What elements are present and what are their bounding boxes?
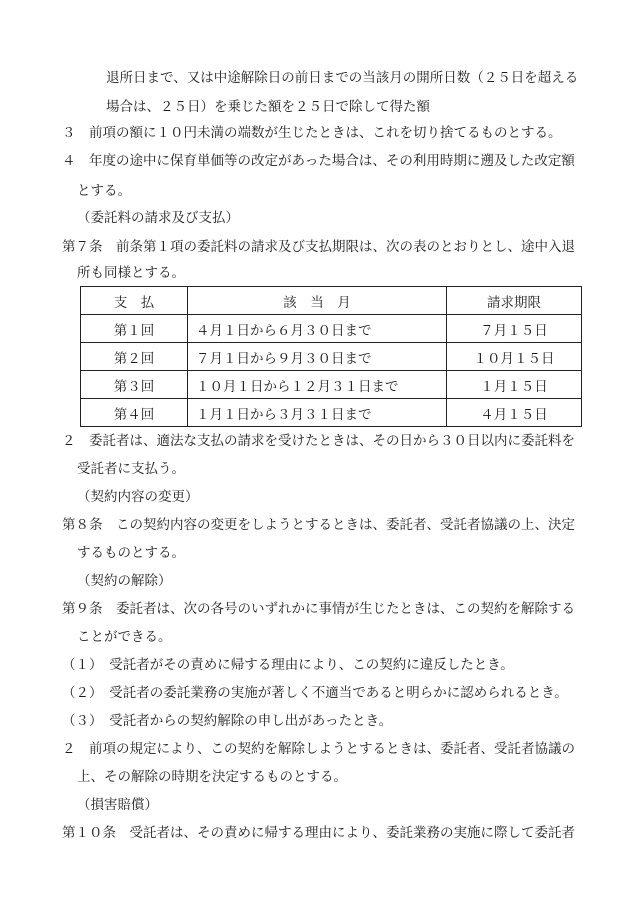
article-heading: 第７条 前条第１項の委託料の請求及び支払期限は、次の表のとおりとし、途中入退 [62,239,575,255]
text-line: 上、その解除の時期を決定するものとする。 [77,769,347,785]
table-cell: 第３回 [81,371,188,399]
article-heading: 第１０条 受託者は、その責めに帰する理由により、委託業務の実施に際して委託者 [62,825,575,841]
payment-schedule-table [80,286,582,427]
table-header: 該 当 月 [188,287,447,315]
section-heading: （契約内容の変更） [77,489,199,505]
table-cell: 第１回 [81,315,188,343]
section-heading: （委託料の請求及び支払） [77,210,239,226]
table-cell: １０月１５日 [447,343,582,371]
table-header-row [81,287,582,315]
table-cell: １月１日から３月３１日まで [188,399,447,427]
text-line: とする。 [77,183,131,199]
text-line: 受託者に支払う。 [77,461,185,477]
table-cell: ４月１日から６月３０日まで [188,315,447,343]
text-line: ４ 年度の途中に保育単価等の改定があった場合は、その利用時期に遡及した改定額 [62,153,575,169]
table-cell: ７月１５日 [447,315,582,343]
table-header: 請求期限 [447,287,582,315]
table-cell: １月１５日 [447,371,582,399]
text-line: ことができる。 [77,629,172,645]
table-row [81,399,582,427]
text-line: 場合は、２５日）を乗じた額を２５日で除して得た額 [106,99,430,115]
text-line: ２ 委託者は、適法な支払の請求を受けたときは、その日から３０日以内に委託料を [62,433,575,449]
table-row [81,343,582,371]
text-line: ２ 前項の規定により、この契約を解除しようとするときは、委託者、受託者協議の [62,741,575,757]
text-line: 退所日まで、又は中途解除日の前日までの当該月の開所日数（２５日を超える [106,70,579,86]
list-item: （３） 受託者からの契約解除の申し出があったとき。 [62,713,393,729]
list-item: （１） 受託者がその責めに帰する理由により、この契約に違反したとき。 [62,657,514,673]
table-header: 支 払 [81,287,188,315]
table-row [81,315,582,343]
article-heading: 第８条 この契約内容の変更をしようとするときは、委託者、受託者協議の上、決定 [62,517,575,533]
list-item: （２） 受託者の委託業務の実施が著しく不適当であると明らかに認められるとき。 [62,685,568,701]
table-cell: ４月１５日 [447,399,582,427]
text-line: 所も同様とする。 [77,265,185,281]
table-cell: １０月１日から１２月３１日まで [188,371,447,399]
text-line: ３ 前項の額に１０円未満の端数が生じたときは、これを切り捨てるものとする。 [62,125,562,141]
table-cell: 第２回 [81,343,188,371]
article-heading: 第９条 委託者は、次の各号のいずれかに事情が生じたときは、この契約を解除する [62,601,575,617]
text-line: するものとする。 [77,545,185,561]
table-cell: ７月１日から９月３０日まで [188,343,447,371]
table-cell: 第４回 [81,399,188,427]
table-row [81,371,582,399]
section-heading: （損害賠償） [77,797,158,813]
section-heading: （契約の解除） [77,573,172,589]
